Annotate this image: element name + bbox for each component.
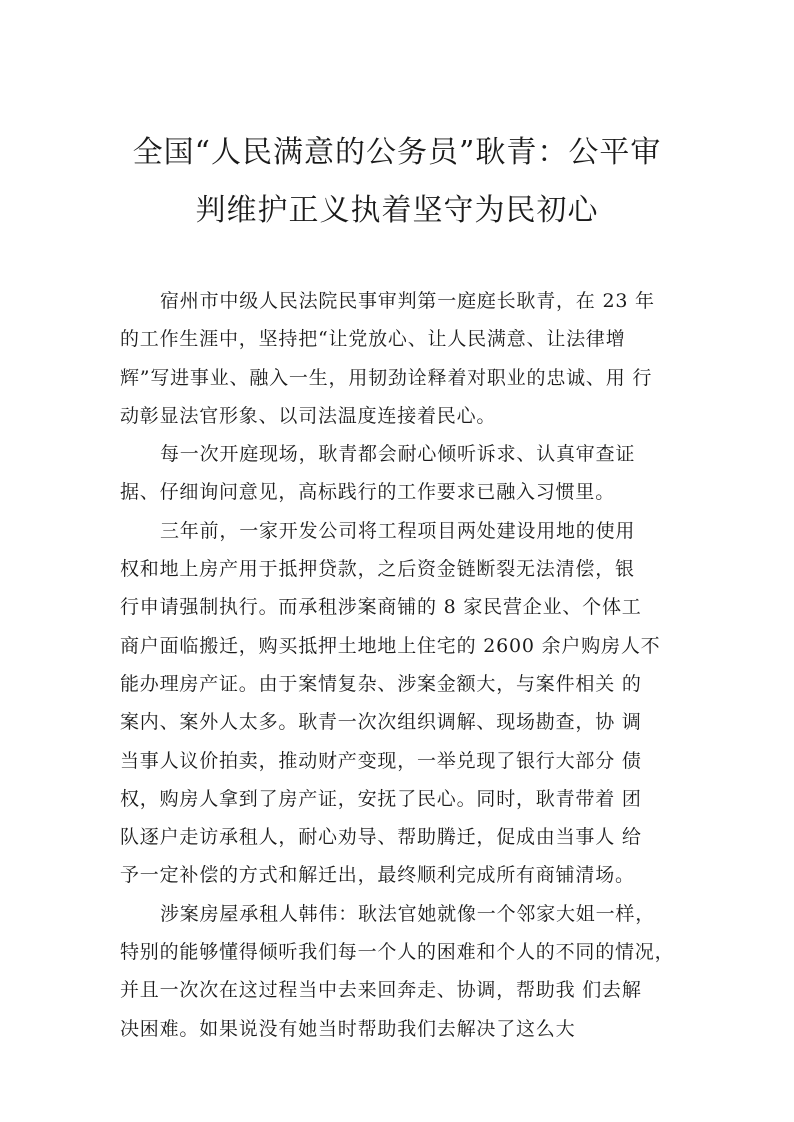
text-line: 动彰显法官形象、以司法温度连接着民心。	[120, 404, 497, 427]
text-line: 队逐户走访承租人，耐心劝导、帮助腾迁，促成由当事人 给	[120, 826, 642, 849]
text-line: 宿州市中级人民法院民事审判第一庭庭长耿青，在 23 年	[160, 290, 655, 312]
text-line: 予一定补偿的方式和解迁出，最终顺利完成所有商铺清场。	[120, 864, 635, 887]
text-line: 每一次开庭现场，耿青都会耐心倾听诉求、认真审查证	[160, 443, 636, 466]
text-line: 辉”写进事业、融入一生，用韧劲诠释着对职业的忠诚、用 行	[120, 366, 653, 389]
text-line: 当事人议价拍卖，推动财产变现，一举兑现了银行大部分 债	[120, 749, 642, 772]
text-line: 三年前，一家开发公司将工程项目两处建设用地的使用	[160, 519, 636, 542]
text-line: 涉案房屋承租人韩伟：耿法官她就像一个邻家大姐一样，	[160, 902, 656, 925]
text-line: 行申请强制执行。而承租涉案商铺的 8 家民营企业、个体工	[120, 596, 642, 619]
text-line: 商户面临搬迁，购买抵押土地地上住宅的 2600 余户购房人不	[120, 634, 661, 657]
title-line-1: 全国“人民满意的公务员”耿青：公平审	[132, 135, 662, 170]
text-line: 据、仔细询问意见，高标践行的工作要求已融入习惯里。	[120, 481, 616, 504]
text-line: 案内、案外人太多。耿青一次次组织调解、现场勘查，协 调	[120, 711, 642, 734]
text-line: 权和地上房产用于抵押贷款，之后资金链断裂无法清偿，银	[120, 558, 635, 581]
text-line: 决困难。如果说没有她当时帮助我们去解决了这么大	[120, 1017, 576, 1040]
text-line: 的工作生涯中，坚持把“让党放心、让人民满意、让法律增	[120, 328, 626, 351]
text-line: 特别的能够懂得倾听我们每一个人的困难和个人的不同的情况，	[120, 941, 675, 964]
text-line: 权，购房人拿到了房产证，安抚了民心。同时，耿青带着 团	[120, 787, 642, 810]
title-line-2: 判维护正义执着坚守为民初心	[195, 193, 599, 228]
text-line: 能办理房产证。由于案情复杂、涉案金额大，与案件相关 的	[120, 672, 642, 695]
text-line: 并且一次次在这过程当中去来回奔走、协调，帮助我 们去解	[120, 979, 642, 1002]
article-body	[120, 282, 720, 1048]
